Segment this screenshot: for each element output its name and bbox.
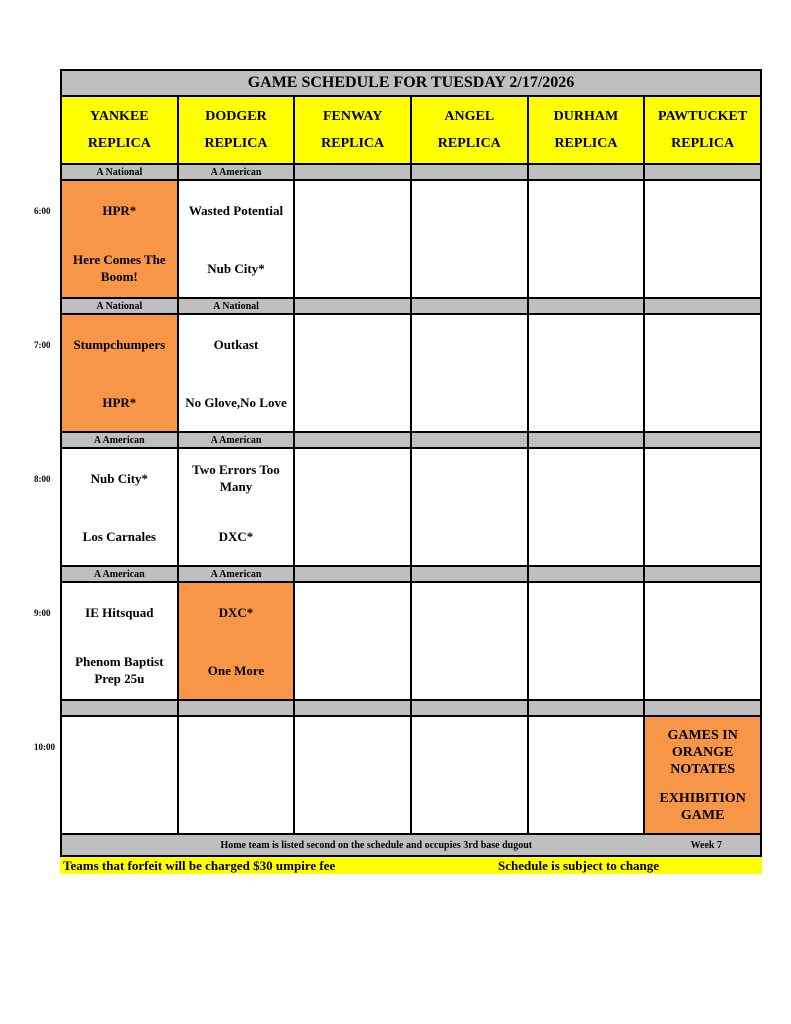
- division-label: [294, 700, 411, 716]
- away-team: Stumpchumpers: [73, 336, 166, 352]
- game-cell: [294, 716, 411, 834]
- division-label: [294, 164, 411, 180]
- field-header: [528, 96, 645, 164]
- forfeit-notice: Teams that forfeit will be charged $30 umpire fee: [63, 858, 336, 873]
- game-cell: [294, 180, 411, 298]
- game-cell: [61, 448, 178, 566]
- away-team: HPR*: [102, 202, 137, 218]
- away-team: Two Errors Too Many: [192, 462, 280, 494]
- game-cell: [528, 314, 645, 432]
- away-team: DXC*: [218, 604, 254, 620]
- field-subname: REPLICA: [87, 136, 151, 151]
- notice-bar: [60, 857, 762, 874]
- division-label: A American: [61, 566, 178, 582]
- field-subname: REPLICA: [204, 136, 268, 151]
- division-label: [178, 700, 295, 716]
- game-cell: [61, 180, 178, 298]
- field-name: ANGEL: [444, 109, 495, 124]
- game-cell: [644, 314, 761, 432]
- game-cell: [528, 582, 645, 700]
- time-label: 6:00: [34, 206, 51, 216]
- game-cell: [411, 582, 528, 700]
- time-label: 7:00: [34, 340, 51, 350]
- home-team: HPR*: [102, 394, 137, 410]
- home-team: DXC*: [218, 528, 254, 544]
- home-team: Phenom Baptist Prep 25u: [75, 654, 164, 686]
- field-name: PAWTUCKET: [658, 109, 748, 124]
- game-cell: [528, 448, 645, 566]
- away-team: Outkast: [213, 336, 259, 352]
- game-cell: [61, 314, 178, 432]
- game-cell: [411, 314, 528, 432]
- game-cell: [294, 448, 411, 566]
- game-cell: [644, 180, 761, 298]
- division-label: A National: [61, 164, 178, 180]
- field-header: [644, 96, 761, 164]
- home-team-note-row: [61, 834, 761, 856]
- home-team: Los Carnales: [82, 528, 156, 544]
- legend-line-2: EXHIBITION GAME: [659, 790, 746, 823]
- time-label: 8:00: [34, 474, 51, 484]
- division-label: [644, 164, 761, 180]
- game-cell: [61, 716, 178, 834]
- game-cell: [61, 582, 178, 700]
- division-label: [528, 298, 645, 314]
- game-cell: [411, 716, 528, 834]
- game-cell: [411, 448, 528, 566]
- legend-line-1: GAMES IN ORANGE NOTATES: [667, 727, 738, 777]
- game-cell: [528, 716, 645, 834]
- division-label: [411, 164, 528, 180]
- game-cell: [178, 180, 295, 298]
- home-team: No Glove,No Love: [185, 394, 287, 410]
- field-subname: REPLICA: [437, 136, 501, 151]
- division-label: [294, 432, 411, 448]
- game-cell: [294, 314, 411, 432]
- away-team: Nub City*: [90, 470, 149, 486]
- field-name: FENWAY: [322, 109, 383, 124]
- field-subname: REPLICA: [671, 136, 735, 151]
- game-cell: [644, 448, 761, 566]
- game-cell: [411, 180, 528, 298]
- division-label: A American: [178, 164, 295, 180]
- division-label: [644, 566, 761, 582]
- schedule-frame: [60, 69, 762, 857]
- division-label: A American: [178, 566, 295, 582]
- division-label: [411, 566, 528, 582]
- time-label: 9:00: [34, 608, 51, 618]
- division-label: [528, 566, 645, 582]
- field-name: DURHAM: [553, 109, 619, 124]
- page-title: GAME SCHEDULE FOR TUESDAY 2/17/2026: [61, 70, 761, 96]
- division-label: A American: [61, 432, 178, 448]
- division-label: [644, 298, 761, 314]
- game-cell: [294, 582, 411, 700]
- game-cell: [528, 180, 645, 298]
- away-team: Wasted Potential: [188, 202, 284, 218]
- field-name: YANKEE: [90, 109, 149, 124]
- game-cell: [178, 314, 295, 432]
- field-header: [61, 96, 178, 164]
- division-label: [644, 432, 761, 448]
- game-cell: [178, 582, 295, 700]
- field-name: DODGER: [205, 109, 267, 124]
- division-label: A American: [178, 432, 295, 448]
- week-label: Week 7: [690, 839, 722, 851]
- division-label: [61, 700, 178, 716]
- division-label: [528, 700, 645, 716]
- away-team: IE Hitsquad: [85, 604, 154, 620]
- division-label: [644, 700, 761, 716]
- field-subname: REPLICA: [554, 136, 618, 151]
- home-team: One More: [207, 662, 265, 678]
- schedule-table: [60, 69, 762, 857]
- game-cell: [178, 448, 295, 566]
- field-subname: REPLICA: [321, 136, 385, 151]
- division-label: A National: [61, 298, 178, 314]
- field-header: [178, 96, 295, 164]
- field-header: [294, 96, 411, 164]
- division-label: [528, 164, 645, 180]
- field-header: [411, 96, 528, 164]
- exhibition-legend: [644, 716, 761, 834]
- game-cell: [178, 716, 295, 834]
- division-label: [294, 566, 411, 582]
- game-cell: [644, 582, 761, 700]
- division-label: A National: [178, 298, 295, 314]
- division-label: [411, 298, 528, 314]
- schedule-change-notice: Schedule is subject to change: [498, 858, 660, 873]
- division-label: [528, 432, 645, 448]
- division-label: [294, 298, 411, 314]
- time-label: 10:00: [34, 742, 55, 752]
- home-team-note: Home team is listed second on the schedule and occupies 3rd base dugout: [220, 839, 533, 851]
- home-team: Here Comes The Boom!: [72, 252, 166, 284]
- home-team: Nub City*: [207, 260, 265, 276]
- division-label: [411, 700, 528, 716]
- division-label: [411, 432, 528, 448]
